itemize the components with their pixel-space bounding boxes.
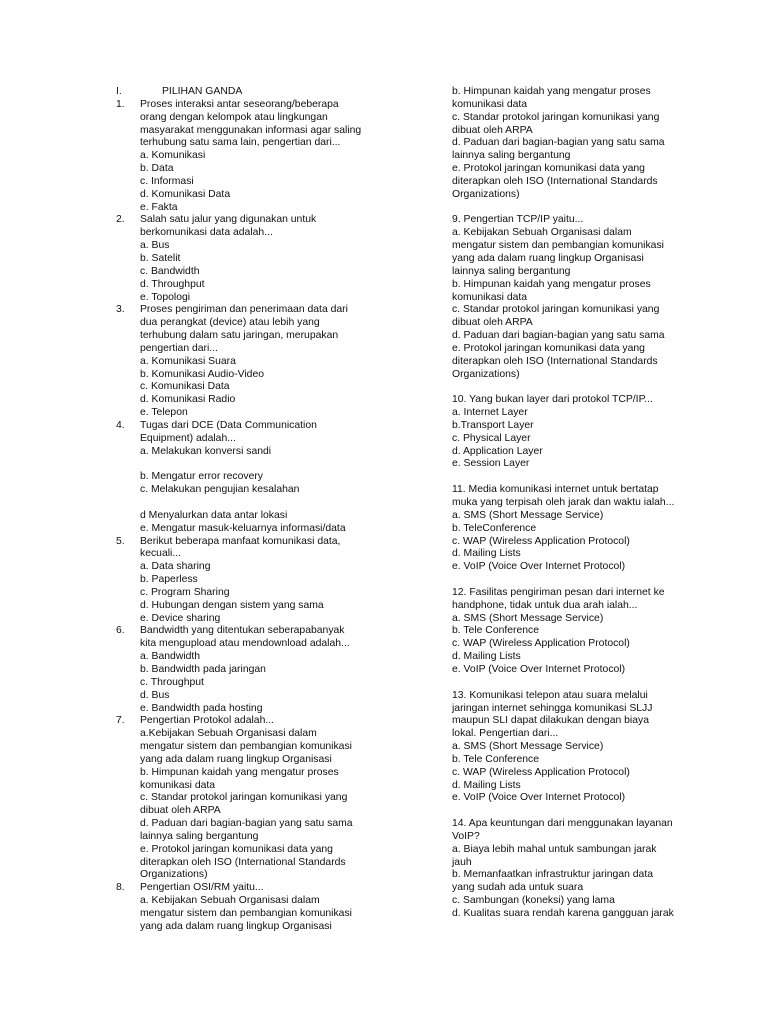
- text-line: a. Kebijakan Sebuah Organisasi dalam: [140, 895, 320, 907]
- text-line: jaringan internet sehingga komunikasi SLJJ: [452, 702, 653, 714]
- section-heading: [116, 86, 446, 99]
- question-line: [116, 882, 446, 895]
- text-line: a. Bus: [140, 240, 170, 252]
- question-text: Berikut beberapa manfaat komunikasi data,: [140, 535, 341, 547]
- text-line: c. Bandwidth: [140, 265, 200, 277]
- text-line: b. Himpunan kaidah yang mengatur proses: [452, 278, 651, 290]
- text-line: e. Protokol jaringan komunikasi data yang: [452, 342, 645, 354]
- text-line: lainnya saling bergantung: [452, 150, 571, 162]
- question-line: [116, 536, 446, 549]
- text-line: b.Transport Layer: [452, 419, 534, 431]
- text-line: a. Kebijakan Sebuah Organisasi dalam: [452, 227, 632, 239]
- text-line: lainnya saling bergantung: [140, 830, 259, 842]
- question-line: [116, 715, 446, 728]
- question-line: [116, 99, 446, 112]
- text-line: e. Bandwidth pada hosting: [140, 702, 263, 714]
- text-line: mengatur sistem dan pembangian komunikasi: [452, 240, 664, 252]
- text-line: VoIP?: [452, 830, 480, 842]
- question-text: Proses pengiriman dan penerimaan data dari: [140, 304, 348, 316]
- text-line: b. Satelit: [140, 252, 181, 264]
- text-line: masyarakat menggunakan informasi agar saling: [140, 124, 362, 136]
- text-line: terhubung satu sama lain, pengertian dari...: [140, 137, 341, 149]
- text-line: e. VoIP (Voice Over Internet Protocol): [452, 561, 626, 573]
- question-line: [116, 214, 446, 227]
- text-line: 12. Fasilitas pengiriman pesan dari internet ke: [452, 586, 665, 598]
- text-line: Organizations): [140, 869, 208, 881]
- section-number: I.: [116, 86, 122, 97]
- text-line: b. Himpunan kaidah yang mengatur proses: [452, 86, 651, 97]
- text-line: d. Throughput: [140, 278, 205, 290]
- question-number: 5.: [116, 535, 125, 547]
- question-number: 6.: [116, 625, 125, 637]
- text-line: diterapkan oleh ISO (International Standards: [452, 355, 658, 367]
- text-line: a. Melakukan konversi sandi: [140, 445, 272, 457]
- text-line: d. Komunikasi Radio: [140, 394, 236, 406]
- section-title: PILIHAN GANDA: [162, 86, 243, 97]
- text-line: e. Device sharing: [140, 612, 221, 624]
- text-line: a. Komunikasi Suara: [140, 355, 236, 367]
- text-line: komunikasi data: [452, 98, 528, 110]
- blank-line: [116, 458, 446, 471]
- text-line: d. Bus: [140, 689, 170, 701]
- text-line: c. Sambungan (koneksi) yang lama: [452, 895, 615, 907]
- text-line: e. Fakta: [140, 201, 178, 213]
- question-number: 3.: [116, 304, 125, 316]
- text-line: 9. Pengertian TCP/IP yaitu...: [452, 214, 584, 226]
- blank-line: [452, 381, 712, 394]
- text-line: c. WAP (Wireless Application Protocol): [452, 766, 630, 778]
- text-line: a. SMS (Short Message Service): [452, 741, 604, 753]
- text-line: yang ada dalam ruang lingkup Organisasi: [452, 252, 644, 264]
- blank-line: [452, 805, 712, 818]
- text-line: c. Physical Layer: [452, 432, 531, 444]
- text-line: d. Hubungan dengan sistem yang sama: [140, 599, 324, 611]
- text-line: a. Biaya lebih mahal untuk sambungan jarak: [452, 843, 657, 855]
- question-line: [116, 625, 446, 638]
- text-line: b. Paperless: [140, 574, 198, 586]
- text-line: 13. Komunikasi telepon atau suara melalui: [452, 689, 648, 701]
- text-line: e. VoIP (Voice Over Internet Protocol): [452, 792, 626, 804]
- text-line: c. Program Sharing: [140, 586, 230, 598]
- text-line: a.Kebijakan Sebuah Organisasi dalam: [140, 728, 317, 740]
- text-line: c. Komunikasi Data: [140, 381, 230, 393]
- text-line: Organizations): [452, 368, 520, 380]
- question-text: Proses interaksi antar seseorang/beberapa: [140, 98, 339, 110]
- text-line: jauh: [452, 856, 472, 868]
- text-line: d. Mailing Lists: [452, 651, 521, 663]
- text-line: d Menyalurkan data antar lokasi: [140, 509, 288, 521]
- text-line: a. Komunikasi: [140, 150, 206, 162]
- text-line: c. WAP (Wireless Application Protocol): [452, 638, 630, 650]
- text-line: e. Session Layer: [452, 458, 530, 470]
- text-line: terhubung dalam satu jaringan, merupakan: [140, 330, 339, 342]
- text-line: d. Paduan dari bagian-bagian yang satu sama: [140, 818, 353, 830]
- text-line: berkomunikasi data adalah...: [140, 227, 273, 239]
- question-text: Salah satu jalur yang digunakan untuk: [140, 214, 317, 226]
- text-line: d. Paduan dari bagian-bagian yang satu sama: [452, 330, 665, 342]
- text-line: yang sudah ada untuk suara: [452, 882, 584, 894]
- text-line: dibuat oleh ARPA: [452, 124, 533, 136]
- question-number: 1.: [116, 98, 125, 110]
- text-line: e. Topologi: [140, 291, 191, 303]
- text-line: dibuat oleh ARPA: [452, 317, 533, 329]
- text-line: b. TeleConference: [452, 522, 537, 534]
- text-line: c. WAP (Wireless Application Protocol): [452, 535, 630, 547]
- question-number: 2.: [116, 214, 125, 226]
- text-line: dua perangkat (device) atau lebih yang: [140, 317, 320, 329]
- text-line: dibuat oleh ARPA: [140, 805, 221, 817]
- text-line: b. Komunikasi Audio-Video: [140, 368, 264, 380]
- blank-line: [452, 677, 712, 690]
- text-line: Organizations): [452, 188, 520, 200]
- text-line: muka yang terpisah oleh jarak dan waktu ialah...: [452, 497, 675, 508]
- blank-line: [116, 497, 446, 510]
- question-text: Tugas dari DCE (Data Communication: [140, 419, 317, 431]
- text-line: yang ada dalam ruang lingkup Organisasi: [140, 920, 332, 932]
- text-line: maupun SLI dapat dilakukan dengan biaya: [452, 715, 649, 727]
- text-line: 11. Media komunikasi internet untuk bertatap: [452, 484, 659, 496]
- question-number: 4.: [116, 419, 125, 431]
- text-line: b. Memanfaatkan infrastruktur jaringan data: [452, 869, 653, 881]
- text-line: diterapkan oleh ISO (International Standards: [140, 856, 346, 868]
- text-line: c. Standar protokol jaringan komunikasi yang: [452, 111, 660, 123]
- text-line: a. Internet Layer: [452, 407, 528, 419]
- text-line: lainnya saling bergantung: [452, 265, 571, 277]
- right-column: [452, 86, 712, 921]
- text-line: c. Informasi: [140, 175, 194, 187]
- text-line: handphone, tidak untuk dua arah ialah...: [452, 599, 638, 611]
- question-number: 7.: [116, 715, 125, 727]
- text-line: pengertian dari...: [140, 342, 218, 354]
- text-line: e. Telepon: [140, 407, 188, 419]
- text-line: komunikasi data: [140, 779, 216, 791]
- text-line: b. Himpunan kaidah yang mengatur proses: [140, 766, 339, 778]
- text-line: a. SMS (Short Message Service): [452, 612, 604, 624]
- text-line: kecuali...: [140, 548, 182, 560]
- text-line: c. Standar protokol jaringan komunikasi yang: [452, 304, 660, 316]
- text-line: e. Protokol jaringan komunikasi data yang: [140, 843, 333, 855]
- question-text: Pengertian OSI/RM yaitu...: [140, 882, 264, 894]
- text-line: a. Bandwidth: [140, 651, 201, 663]
- blank-line: [452, 471, 712, 484]
- question-line: [116, 420, 446, 433]
- text-line: Equipment) adalah...: [140, 432, 236, 444]
- left-column: [116, 86, 446, 934]
- question-text: Pengertian Protokol adalah...: [140, 715, 275, 727]
- text-line: d. Mailing Lists: [452, 779, 521, 791]
- text-line: mengatur sistem dan pembangian komunikasi: [140, 908, 352, 919]
- text-line: a. SMS (Short Message Service): [452, 509, 604, 521]
- text-line: mengatur sistem dan pembangian komunikasi: [140, 741, 352, 753]
- text-line: d. Mailing Lists: [452, 548, 521, 560]
- blank-line: [452, 202, 712, 215]
- text-line: c. Throughput: [140, 676, 204, 688]
- text-line: a. Data sharing: [140, 561, 211, 573]
- text-line: b. Tele Conference: [452, 625, 540, 637]
- question-text: Bandwidth yang ditentukan seberapabanyak: [140, 625, 345, 637]
- blank-line: [452, 574, 712, 587]
- text-line: yang ada dalam ruang lingkup Organisasi: [140, 753, 332, 765]
- text-line: e. VoIP (Voice Over Internet Protocol): [452, 663, 626, 675]
- text-line: b. Data: [140, 163, 174, 175]
- text-line: lokal. Pengertian dari...: [452, 728, 559, 740]
- text-line: e. Protokol jaringan komunikasi data yang: [452, 163, 645, 175]
- text-line: diterapkan oleh ISO (International Standards: [452, 175, 658, 187]
- text-line: 14. Apa keuntungan dari menggunakan layanan: [452, 818, 673, 830]
- text-line: orang dengan kelompok atau lingkungan: [140, 111, 328, 123]
- text-line: d. Application Layer: [452, 445, 543, 457]
- question-number: 8.: [116, 882, 125, 894]
- text-line: b. Mengatur error recovery: [140, 471, 264, 483]
- text-line: 10. Yang bukan layer dari protokol TCP/IP...: [452, 394, 653, 406]
- text-line: b. Bandwidth pada jaringan: [140, 663, 266, 675]
- text-line: kita mengupload atau mendownload adalah...: [140, 638, 350, 650]
- text-line: c. Standar protokol jaringan komunikasi yang: [140, 792, 348, 804]
- question-line: [116, 304, 446, 317]
- text-line: e. Mengatur masuk-keluarnya informasi/data: [140, 522, 346, 534]
- text-line: d. Komunikasi Data: [140, 188, 231, 200]
- text-line: d. Paduan dari bagian-bagian yang satu sama: [452, 137, 665, 149]
- text-line: b. Tele Conference: [452, 753, 540, 765]
- text-line: c. Melakukan pengujian kesalahan: [140, 484, 300, 496]
- text-line: komunikasi data: [452, 291, 528, 303]
- text-line: d. Kualitas suara rendah karena gangguan jarak: [452, 908, 674, 919]
